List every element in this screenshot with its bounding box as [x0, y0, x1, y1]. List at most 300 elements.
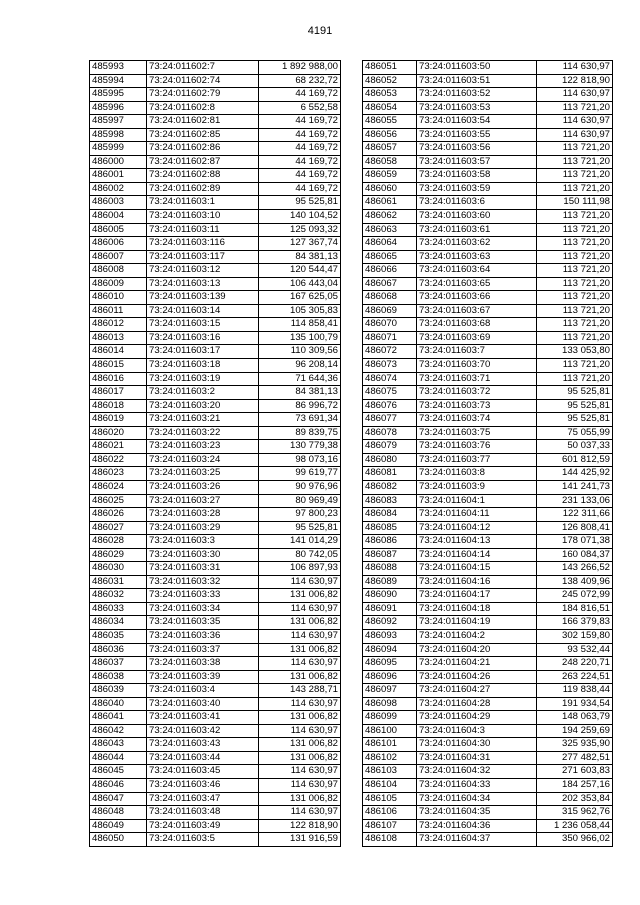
- register-table-right: [362, 60, 613, 847]
- table-row: [363, 670, 613, 684]
- cadastral-number-cell: 73:24:011603:18: [147, 359, 259, 373]
- row-number-cell: 486072: [363, 345, 417, 359]
- cadastral-number-cell: 73:24:011604:13: [417, 535, 537, 549]
- cadastral-number-cell: 73:24:011604:35: [417, 806, 537, 820]
- cadastral-number-cell: 73:24:011602:86: [147, 142, 259, 156]
- table-row: [90, 386, 341, 400]
- value-cell: 113 721,20: [537, 372, 613, 386]
- table-row: [363, 751, 613, 765]
- value-cell: 113 721,20: [537, 182, 613, 196]
- row-number-cell: 486088: [363, 562, 417, 576]
- table-row: [90, 657, 341, 671]
- value-cell: 126 808,41: [537, 521, 613, 535]
- value-cell: 131 006,82: [259, 792, 341, 806]
- row-number-cell: 486030: [90, 562, 147, 576]
- row-number-cell: 486067: [363, 277, 417, 291]
- value-cell: 141 241,73: [537, 480, 613, 494]
- value-cell: 114 630,97: [259, 697, 341, 711]
- row-number-cell: 486028: [90, 535, 147, 549]
- table-row: [363, 833, 613, 847]
- cadastral-number-cell: 73:24:011604:34: [417, 792, 537, 806]
- cadastral-number-cell: 73:24:011603:63: [417, 250, 537, 264]
- table-row: [363, 88, 613, 102]
- value-cell: 95 525,81: [537, 413, 613, 427]
- value-cell: 178 071,38: [537, 535, 613, 549]
- table-row: [90, 345, 341, 359]
- value-cell: 325 935,90: [537, 738, 613, 752]
- row-number-cell: 486106: [363, 806, 417, 820]
- cadastral-number-cell: 73:24:011603:31: [147, 562, 259, 576]
- table-row: [90, 237, 341, 251]
- value-cell: 95 525,81: [537, 386, 613, 400]
- table-row: [90, 291, 341, 305]
- value-cell: 44 169,72: [259, 88, 341, 102]
- table-row: [90, 440, 341, 454]
- row-number-cell: 486015: [90, 359, 147, 373]
- value-cell: 114 630,97: [537, 88, 613, 102]
- cadastral-number-cell: 73:24:011603:32: [147, 575, 259, 589]
- row-number-cell: 486101: [363, 738, 417, 752]
- row-number-cell: 486011: [90, 304, 147, 318]
- table-row: [90, 155, 341, 169]
- row-number-cell: 486058: [363, 155, 417, 169]
- value-cell: 114 630,97: [259, 629, 341, 643]
- row-number-cell: 486076: [363, 399, 417, 413]
- row-number-cell: 486049: [90, 819, 147, 833]
- value-cell: 114 630,97: [259, 724, 341, 738]
- value-cell: 140 104,52: [259, 210, 341, 224]
- cadastral-number-cell: 73:24:011603:56: [417, 142, 537, 156]
- cadastral-number-cell: 73:24:011603:30: [147, 548, 259, 562]
- cadastral-number-cell: 73:24:011603:9: [417, 480, 537, 494]
- value-cell: 44 169,72: [259, 128, 341, 142]
- value-cell: 130 779,38: [259, 440, 341, 454]
- table-row: [363, 778, 613, 792]
- cadastral-number-cell: 73:24:011603:57: [417, 155, 537, 169]
- row-number-cell: 486004: [90, 210, 147, 224]
- cadastral-number-cell: 73:24:011602:79: [147, 88, 259, 102]
- row-number-cell: 486001: [90, 169, 147, 183]
- table-row: [90, 643, 341, 657]
- row-number-cell: 486090: [363, 589, 417, 603]
- value-cell: 131 006,82: [259, 751, 341, 765]
- table-row: [363, 657, 613, 671]
- table-row: [90, 413, 341, 427]
- table-row: [363, 562, 613, 576]
- row-number-cell: 486048: [90, 806, 147, 820]
- table-row: [90, 684, 341, 698]
- table-row: [90, 196, 341, 210]
- table-row: [363, 372, 613, 386]
- table-row: [90, 792, 341, 806]
- row-number-cell: 486003: [90, 196, 147, 210]
- row-number-cell: 486069: [363, 304, 417, 318]
- table-row: [90, 142, 341, 156]
- table-row: [363, 616, 613, 630]
- table-row: [90, 548, 341, 562]
- table-row: [363, 806, 613, 820]
- cadastral-number-cell: 73:24:011603:22: [147, 426, 259, 440]
- row-number-cell: 486099: [363, 711, 417, 725]
- table-row: [363, 359, 613, 373]
- cadastral-number-cell: 73:24:011604:28: [417, 697, 537, 711]
- value-cell: 245 072,99: [537, 589, 613, 603]
- value-cell: 131 916,59: [259, 833, 341, 847]
- value-cell: 90 976,96: [259, 480, 341, 494]
- value-cell: 302 159,80: [537, 629, 613, 643]
- table-row: [363, 819, 613, 833]
- value-cell: 148 063,79: [537, 711, 613, 725]
- value-cell: 184 816,51: [537, 602, 613, 616]
- row-number-cell: 486098: [363, 697, 417, 711]
- cadastral-number-cell: 73:24:011604:27: [417, 684, 537, 698]
- value-cell: 113 721,20: [537, 237, 613, 251]
- cadastral-number-cell: 73:24:011603:38: [147, 657, 259, 671]
- table-row: [363, 684, 613, 698]
- row-number-cell: 486029: [90, 548, 147, 562]
- row-number-cell: 486053: [363, 88, 417, 102]
- cadastral-number-cell: 73:24:011603:15: [147, 318, 259, 332]
- table-row: [90, 128, 341, 142]
- value-cell: 68 232,72: [259, 74, 341, 88]
- cadastral-number-cell: 73:24:011603:59: [417, 182, 537, 196]
- table-row: [363, 142, 613, 156]
- table-row: [363, 223, 613, 237]
- row-number-cell: 486023: [90, 467, 147, 481]
- table-row: [363, 115, 613, 129]
- row-number-cell: 486020: [90, 426, 147, 440]
- row-number-cell: 485998: [90, 128, 147, 142]
- cadastral-number-cell: 73:24:011603:7: [417, 345, 537, 359]
- cadastral-number-cell: 73:24:011603:11: [147, 223, 259, 237]
- row-number-cell: 486046: [90, 778, 147, 792]
- row-number-cell: 486073: [363, 359, 417, 373]
- value-cell: 113 721,20: [537, 210, 613, 224]
- table-row: [90, 806, 341, 820]
- table-row: [363, 318, 613, 332]
- table-row: [90, 494, 341, 508]
- value-cell: 167 625,05: [259, 291, 341, 305]
- value-cell: 97 800,23: [259, 508, 341, 522]
- cadastral-number-cell: 73:24:011603:67: [417, 304, 537, 318]
- page-number: 4191: [307, 25, 333, 37]
- table-row: [90, 467, 341, 481]
- row-number-cell: 486092: [363, 616, 417, 630]
- table-row: [363, 61, 613, 75]
- table-row: [90, 629, 341, 643]
- table-row: [90, 101, 341, 115]
- row-number-cell: 486055: [363, 115, 417, 129]
- row-number-cell: 486079: [363, 440, 417, 454]
- row-number-cell: 486100: [363, 724, 417, 738]
- row-number-cell: 486082: [363, 480, 417, 494]
- cadastral-number-cell: 73:24:011604:12: [417, 521, 537, 535]
- cadastral-number-cell: 73:24:011603:39: [147, 670, 259, 684]
- cadastral-number-cell: 73:24:011603:76: [417, 440, 537, 454]
- cadastral-number-cell: 73:24:011603:16: [147, 331, 259, 345]
- row-number-cell: 486089: [363, 575, 417, 589]
- value-cell: 248 220,71: [537, 657, 613, 671]
- table-row: [363, 589, 613, 603]
- table-row: [90, 778, 341, 792]
- row-number-cell: 486005: [90, 223, 147, 237]
- cadastral-number-cell: 73:24:011603:68: [417, 318, 537, 332]
- register-table-left: [89, 60, 341, 847]
- value-cell: 113 721,20: [537, 304, 613, 318]
- value-cell: 144 425,92: [537, 467, 613, 481]
- row-number-cell: 486096: [363, 670, 417, 684]
- table-row: [90, 562, 341, 576]
- table-row: [363, 426, 613, 440]
- cadastral-number-cell: 73:24:011603:48: [147, 806, 259, 820]
- table-row: [363, 291, 613, 305]
- cadastral-number-cell: 73:24:011603:43: [147, 738, 259, 752]
- cadastral-number-cell: 73:24:011603:19: [147, 372, 259, 386]
- value-cell: 75 055,99: [537, 426, 613, 440]
- value-cell: 113 721,20: [537, 359, 613, 373]
- table-row: [363, 602, 613, 616]
- value-cell: 89 839,75: [259, 426, 341, 440]
- row-number-cell: 485995: [90, 88, 147, 102]
- cadastral-number-cell: 73:24:011603:53: [417, 101, 537, 115]
- cadastral-number-cell: 73:24:011604:21: [417, 657, 537, 671]
- row-number-cell: 486034: [90, 616, 147, 630]
- cadastral-number-cell: 73:24:011604:30: [417, 738, 537, 752]
- value-cell: 1 236 058,44: [537, 819, 613, 833]
- row-number-cell: 486025: [90, 494, 147, 508]
- row-number-cell: 486093: [363, 629, 417, 643]
- cadastral-number-cell: 73:24:011602:85: [147, 128, 259, 142]
- row-number-cell: 486041: [90, 711, 147, 725]
- value-cell: 44 169,72: [259, 182, 341, 196]
- value-cell: 71 644,36: [259, 372, 341, 386]
- table-row: [90, 88, 341, 102]
- table-row: [90, 74, 341, 88]
- row-number-cell: 486002: [90, 182, 147, 196]
- value-cell: 141 014,29: [259, 535, 341, 549]
- cadastral-number-cell: 73:24:011604:15: [417, 562, 537, 576]
- value-cell: 6 552,58: [259, 101, 341, 115]
- value-cell: 191 934,54: [537, 697, 613, 711]
- cadastral-number-cell: 73:24:011604:20: [417, 643, 537, 657]
- cadastral-number-cell: 73:24:011603:77: [417, 453, 537, 467]
- row-number-cell: 486050: [90, 833, 147, 847]
- value-cell: 95 525,81: [537, 399, 613, 413]
- value-cell: 113 721,20: [537, 169, 613, 183]
- row-number-cell: 486045: [90, 765, 147, 779]
- cadastral-number-cell: 73:24:011602:74: [147, 74, 259, 88]
- table-row: [90, 453, 341, 467]
- table-row: [363, 440, 613, 454]
- value-cell: 122 818,90: [259, 819, 341, 833]
- cadastral-number-cell: 73:24:011603:46: [147, 778, 259, 792]
- row-number-cell: 486066: [363, 264, 417, 278]
- cadastral-number-cell: 73:24:011603:54: [417, 115, 537, 129]
- row-number-cell: 485999: [90, 142, 147, 156]
- row-number-cell: 486068: [363, 291, 417, 305]
- value-cell: 150 111,98: [537, 196, 613, 210]
- row-number-cell: 486056: [363, 128, 417, 142]
- row-number-cell: 486039: [90, 684, 147, 698]
- table-row: [363, 277, 613, 291]
- table-row: [363, 575, 613, 589]
- table-row: [90, 480, 341, 494]
- row-number-cell: 486091: [363, 602, 417, 616]
- value-cell: 143 266,52: [537, 562, 613, 576]
- value-cell: 95 525,81: [259, 521, 341, 535]
- value-cell: 114 630,97: [259, 575, 341, 589]
- table-row: [363, 345, 613, 359]
- row-number-cell: 486083: [363, 494, 417, 508]
- cadastral-number-cell: 73:24:011604:17: [417, 589, 537, 603]
- table-row: [363, 237, 613, 251]
- row-number-cell: 486006: [90, 237, 147, 251]
- cadastral-number-cell: 73:24:011603:61: [417, 223, 537, 237]
- value-cell: 114 630,97: [537, 128, 613, 142]
- value-cell: 113 721,20: [537, 318, 613, 332]
- row-number-cell: 486044: [90, 751, 147, 765]
- cadastral-number-cell: 73:24:011604:3: [417, 724, 537, 738]
- row-number-cell: 486035: [90, 629, 147, 643]
- value-cell: 277 482,51: [537, 751, 613, 765]
- row-number-cell: 486075: [363, 386, 417, 400]
- table-row: [90, 575, 341, 589]
- row-number-cell: 486032: [90, 589, 147, 603]
- row-number-cell: 486080: [363, 453, 417, 467]
- value-cell: 114 630,97: [259, 657, 341, 671]
- table-row: [363, 196, 613, 210]
- table-row: [363, 331, 613, 345]
- table-row: [90, 819, 341, 833]
- table-row: [363, 724, 613, 738]
- table-row: [363, 521, 613, 535]
- table-row: [363, 765, 613, 779]
- table-row: [90, 277, 341, 291]
- table-row: [363, 304, 613, 318]
- table-row: [363, 182, 613, 196]
- row-number-cell: 486009: [90, 277, 147, 291]
- row-number-cell: 486024: [90, 480, 147, 494]
- cadastral-number-cell: 73:24:011603:2: [147, 386, 259, 400]
- table-row: [90, 264, 341, 278]
- row-number-cell: 486016: [90, 372, 147, 386]
- row-number-cell: 485994: [90, 74, 147, 88]
- value-cell: 194 259,69: [537, 724, 613, 738]
- cadastral-number-cell: 73:24:011603:116: [147, 237, 259, 251]
- register-table-right-body: [363, 61, 613, 847]
- row-number-cell: 486013: [90, 331, 147, 345]
- value-cell: 113 721,20: [537, 264, 613, 278]
- row-number-cell: 486061: [363, 196, 417, 210]
- value-cell: 184 257,16: [537, 778, 613, 792]
- table-row: [90, 697, 341, 711]
- row-number-cell: 486085: [363, 521, 417, 535]
- cadastral-number-cell: 73:24:011604:33: [417, 778, 537, 792]
- table-row: [363, 535, 613, 549]
- value-cell: 105 305,83: [259, 304, 341, 318]
- value-cell: 114 630,97: [259, 602, 341, 616]
- value-cell: 113 721,20: [537, 155, 613, 169]
- row-number-cell: 486102: [363, 751, 417, 765]
- table-row: [90, 711, 341, 725]
- cadastral-number-cell: 73:24:011603:40: [147, 697, 259, 711]
- value-cell: 113 721,20: [537, 277, 613, 291]
- cadastral-number-cell: 73:24:011604:11: [417, 508, 537, 522]
- cadastral-number-cell: 73:24:011603:69: [417, 331, 537, 345]
- value-cell: 80 969,49: [259, 494, 341, 508]
- row-number-cell: 486021: [90, 440, 147, 454]
- cadastral-number-cell: 73:24:011603:51: [417, 74, 537, 88]
- table-row: [363, 738, 613, 752]
- value-cell: 119 838,44: [537, 684, 613, 698]
- table-row: [363, 101, 613, 115]
- cadastral-number-cell: 73:24:011603:3: [147, 535, 259, 549]
- row-number-cell: 486042: [90, 724, 147, 738]
- row-number-cell: 486078: [363, 426, 417, 440]
- value-cell: 113 721,20: [537, 223, 613, 237]
- value-cell: 271 603,83: [537, 765, 613, 779]
- row-number-cell: 486065: [363, 250, 417, 264]
- value-cell: 114 630,97: [259, 778, 341, 792]
- table-row: [90, 602, 341, 616]
- cadastral-number-cell: 73:24:011602:88: [147, 169, 259, 183]
- value-cell: 98 073,16: [259, 453, 341, 467]
- table-row: [363, 548, 613, 562]
- value-cell: 131 006,82: [259, 738, 341, 752]
- value-cell: 93 532,44: [537, 643, 613, 657]
- cadastral-number-cell: 73:24:011603:41: [147, 711, 259, 725]
- row-number-cell: 486104: [363, 778, 417, 792]
- value-cell: 263 224,51: [537, 670, 613, 684]
- row-number-cell: 486105: [363, 792, 417, 806]
- value-cell: 131 006,82: [259, 643, 341, 657]
- table-row: [90, 359, 341, 373]
- row-number-cell: 486070: [363, 318, 417, 332]
- row-number-cell: 486026: [90, 508, 147, 522]
- row-number-cell: 485997: [90, 115, 147, 129]
- row-number-cell: 486027: [90, 521, 147, 535]
- cadastral-number-cell: 73:24:011603:72: [417, 386, 537, 400]
- cadastral-number-cell: 73:24:011603:4: [147, 684, 259, 698]
- cadastral-number-cell: 73:24:011602:89: [147, 182, 259, 196]
- row-number-cell: 486084: [363, 508, 417, 522]
- table-row: [363, 413, 613, 427]
- row-number-cell: 486008: [90, 264, 147, 278]
- row-number-cell: 486108: [363, 833, 417, 847]
- table-row: [90, 399, 341, 413]
- cadastral-number-cell: 73:24:011603:58: [417, 169, 537, 183]
- cadastral-number-cell: 73:24:011603:27: [147, 494, 259, 508]
- cadastral-number-cell: 73:24:011604:32: [417, 765, 537, 779]
- cadastral-number-cell: 73:24:011603:74: [417, 413, 537, 427]
- value-cell: 113 721,20: [537, 101, 613, 115]
- table-row: [363, 264, 613, 278]
- value-cell: 113 721,20: [537, 250, 613, 264]
- table-row: [90, 521, 341, 535]
- value-cell: 350 966,02: [537, 833, 613, 847]
- row-number-cell: 486047: [90, 792, 147, 806]
- cadastral-number-cell: 73:24:011604:16: [417, 575, 537, 589]
- table-row: [90, 426, 341, 440]
- row-number-cell: 486103: [363, 765, 417, 779]
- table-row: [363, 453, 613, 467]
- table-row: [363, 711, 613, 725]
- table-row: [90, 508, 341, 522]
- cadastral-number-cell: 73:24:011603:5: [147, 833, 259, 847]
- value-cell: 113 721,20: [537, 331, 613, 345]
- row-number-cell: 486059: [363, 169, 417, 183]
- table-row: [90, 182, 341, 196]
